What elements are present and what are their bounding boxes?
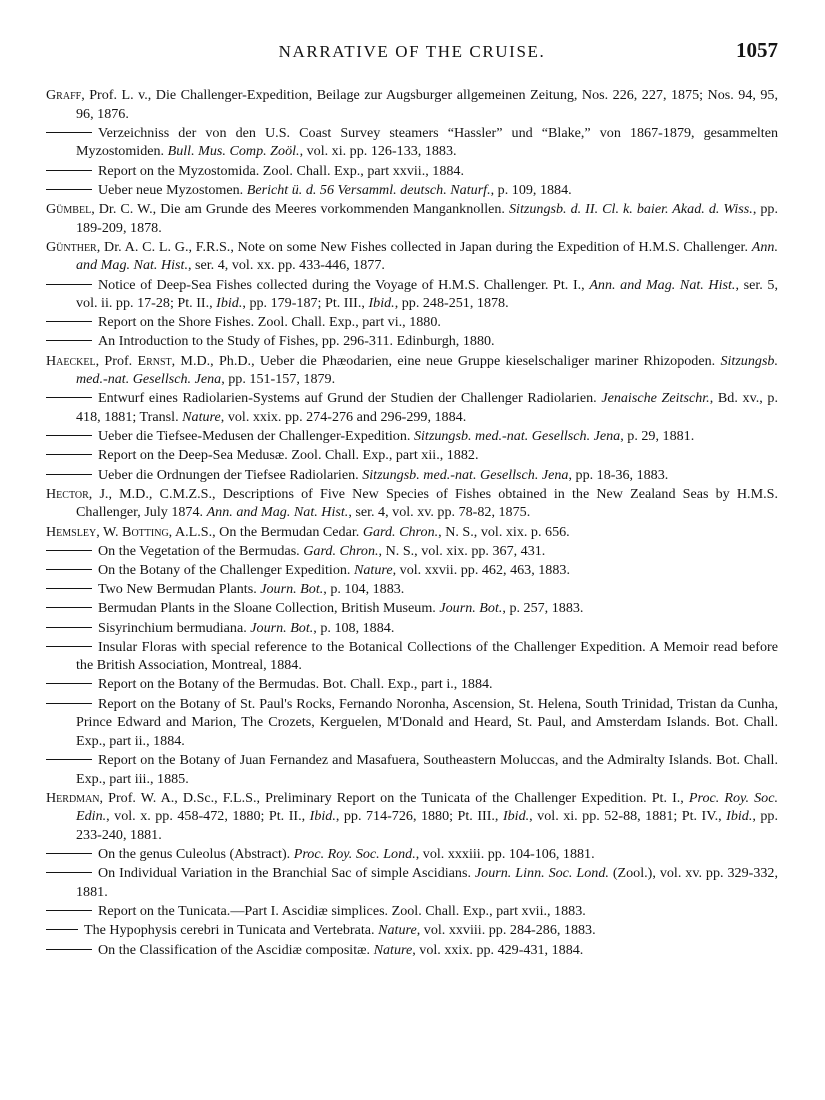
ditto-dash xyxy=(46,132,92,133)
entry-tail: , vol. xxviii. pp. 284-286, 1883. xyxy=(416,922,596,939)
ditto-dash xyxy=(46,759,92,760)
bibliography-entry xyxy=(46,523,778,542)
entry-tail: , pp. 151-157, 1879. xyxy=(221,371,336,388)
entry-text: On the Botany of the Challenger Expedition. xyxy=(98,561,354,578)
ditto-dash xyxy=(46,454,92,455)
entry-text: Sisyrinchium bermudiana. xyxy=(98,619,251,636)
author-forename: Ernst xyxy=(137,352,172,369)
bibliography-entry xyxy=(46,238,778,275)
entry-text: , Prof. L. v., Die Challenger-Expedition, Beilage zur Augsburger allgemeinen Zeitung, Nos. 226, 227, 1875; Nos. 94, 95, 96, 1876. xyxy=(76,87,778,122)
entry-tail: , p. 108, 1884. xyxy=(313,619,395,636)
bibliography-entry xyxy=(46,864,778,901)
entry-text: Report on the Botany of Juan Fernandez and Masafuera, Southeastern Moluccas, and the Admiralty Islands. Bot. Chall. Exp., part iii., 1885. xyxy=(76,752,778,787)
bibliography-entry xyxy=(46,313,778,332)
bibliography-entry xyxy=(46,619,778,638)
ditto-dash xyxy=(46,853,92,854)
bibliography-entry xyxy=(46,921,778,940)
bibliography-entry xyxy=(46,941,778,960)
bibliography-entry xyxy=(46,542,778,561)
entry-text: , Dr. C. W., Die am Grunde des Meeres vorkommenden Manganknollen. xyxy=(91,200,509,217)
entry-tail: , pp. 18-36, 1883. xyxy=(568,466,669,483)
entry-text: Report on the Myzostomida. Zool. Chall. Exp., part xxvii., 1884. xyxy=(98,162,465,179)
entry-tail: , Bd. xv., p. 418, 1881; Transl. xyxy=(76,390,778,426)
author-name: Haeckel xyxy=(46,352,96,369)
entry-text: , W. xyxy=(96,523,123,540)
entry-tail: , ser. 4, vol. xv. pp. 78-82, 1875. xyxy=(348,504,531,521)
entry-text: , Prof. xyxy=(95,352,138,369)
journal-title: Jenaische Zeitschr. xyxy=(601,390,710,407)
ditto-dash xyxy=(46,910,92,911)
bibliography-entry xyxy=(46,845,778,864)
entry-text: Bermudan Plants in the Sloane Collection, British Museum. xyxy=(98,600,440,617)
entry-text: Entwurf eines Radiolarien-Systems auf Grund der Studien der Challenger Radiolarien. xyxy=(98,390,602,407)
journal-title: Proc. Roy. Soc. Lond. xyxy=(293,846,416,863)
entry-text: Ueber neue Myzostomen. xyxy=(98,181,247,198)
bibliography-entry xyxy=(46,162,778,181)
journal-title: Journ. Linn. Soc. Lond. xyxy=(474,865,609,882)
author-name: Hemsley xyxy=(46,523,97,540)
bibliography-entry xyxy=(46,789,778,845)
entry-tail: , p. 257, 1883. xyxy=(502,600,584,617)
ibid-reference: Ibid. xyxy=(726,808,753,825)
entry-text: Report on the Botany of St. Paul's Rocks, Fernando Noronha, Ascension, St. Helena, South Trinidad, Tristan da Cunha, Prince Edward and Marion, The Crozets, Kerguelen, M'Donald and Heard, St. Paul, and Amsterdam Islands. Bot. Chall. Exp., part ii., 1884. xyxy=(76,695,778,749)
ditto-dash xyxy=(46,189,92,190)
ditto-dash xyxy=(46,949,92,950)
bibliography-entry xyxy=(46,389,778,426)
author-name: Günther xyxy=(46,238,97,255)
entry-tail: , ser. 4, vol. xx. pp. 433-446, 1877. xyxy=(187,257,385,274)
bibliography-entry xyxy=(46,751,778,788)
bibliography-entry xyxy=(46,352,778,389)
ibid-reference: Ibid. xyxy=(309,808,336,825)
entry-tail: , vol. xi. pp. 52-88, 1881; Pt. IV., xyxy=(529,808,727,825)
entry-text: On the Classification of the Ascidiæ compositæ. xyxy=(98,941,374,958)
bibliography-entry xyxy=(46,466,778,485)
entry-tail: , vol. xxxiii. pp. 104-106, 1881. xyxy=(415,846,595,863)
entry-text: , Prof. W. A., D.Sc., F.L.S., Preliminary Report on the Tunicata of the Challenger Expedition. Pt. I., xyxy=(99,789,689,806)
bibliography-entry xyxy=(46,200,778,237)
journal-title: Nature xyxy=(353,561,393,578)
bibliography-entry xyxy=(46,638,778,675)
ditto-dash xyxy=(46,397,92,398)
journal-title: Ann. and Mag. Nat. Hist. xyxy=(589,276,736,293)
ditto-dash xyxy=(46,321,92,322)
bibliography-entry xyxy=(46,485,778,522)
entry-text: , Dr. A. C. L. G., F.R.S., Note on some New Fishes collected in Japan during the Expedition of H.M.S. Challenger. xyxy=(96,238,752,255)
bibliography-entry xyxy=(46,86,778,123)
bibliography-entry xyxy=(46,332,778,351)
ditto-dash xyxy=(46,683,92,684)
entry-text: Ueber die Tiefsee-Medusen der Challenger-Expedition. xyxy=(98,428,414,445)
bibliography-entry xyxy=(46,446,778,465)
page-number: 1057 xyxy=(736,38,778,62)
entry-text: Report on the Tunicata.—Part I. Ascidiæ simplices. Zool. Chall. Exp., part xvii., 1883. xyxy=(98,903,586,920)
journal-title: Journ. Bot. xyxy=(439,600,503,617)
entry-tail: , vol. xxix. pp. 429-431, 1884. xyxy=(412,941,584,958)
ibid-reference: Ibid. xyxy=(216,295,243,312)
author-name: Gümbel xyxy=(46,200,92,217)
entry-tail: , pp. 179-187; Pt. III., xyxy=(242,295,369,312)
bibliography-entry xyxy=(46,695,778,751)
entry-tail: , vol. x. pp. 458-472, 1880; Pt. II., xyxy=(106,808,310,825)
journal-title: Proc. Roy. Soc. Edin. xyxy=(76,789,778,825)
entry-tail: , p. 104, 1883. xyxy=(323,581,405,598)
entry-text: Ueber die Ordnungen der Tiefsee Radiolarien. xyxy=(98,466,363,483)
ditto-dash xyxy=(46,474,92,475)
ibid-reference: Ibid. xyxy=(368,295,395,312)
bibliography-entry xyxy=(46,181,778,200)
entry-text: Verzeichniss der von den U.S. Coast Survey steamers “Hassler” und “Blake,” von 1867-1879, gesammelten Myzostomiden. xyxy=(76,124,778,160)
bibliography-entry xyxy=(46,675,778,694)
entry-tail: , ser. 5, vol. ii. pp. 17-28; Pt. II., xyxy=(76,276,778,312)
entry-text: Report on the Botany of the Bermudas. Bot. Chall. Exp., part i., 1884. xyxy=(98,676,493,693)
entry-tail: , N. S., vol. xix. pp. 367, 431. xyxy=(378,542,546,559)
ditto-dash xyxy=(46,284,92,285)
journal-title: Ann. and Mag. Nat. Hist. xyxy=(206,504,349,521)
running-title: NARRATIVE OF THE CRUISE. xyxy=(278,42,546,61)
ditto-dash xyxy=(46,340,92,341)
ditto-dash xyxy=(46,170,92,171)
entry-text: Report on the Deep-Sea Medusæ. Zool. Chall. Exp., part xii., 1882. xyxy=(98,447,479,464)
entry-text: , A.L.S., On the Bermudan Cedar. xyxy=(168,523,363,540)
journal-title: Sitzungsb. med.-nat. Gesellsch. Jena xyxy=(362,466,569,483)
ditto-dash xyxy=(46,627,92,628)
entry-tail: , pp. 189-209, 1878. xyxy=(76,200,778,236)
journal-title: Gard. Chron. xyxy=(303,542,379,559)
entry-tail: , vol. xi. pp. 126-133, 1883. xyxy=(299,143,457,160)
bibliography-entry xyxy=(46,580,778,599)
entry-tail: , p. 109, 1884. xyxy=(490,181,572,198)
entry-text: Notice of Deep-Sea Fishes collected during the Voyage of H.M.S. Challenger. Pt. I., xyxy=(98,276,590,293)
ibid-reference: Ibid. xyxy=(502,808,530,825)
author-name: Graff xyxy=(46,87,82,103)
journal-title: Sitzungsb. med.-nat. Gesellsch. Jena xyxy=(413,428,621,445)
journal-title: Nature xyxy=(378,922,417,939)
entry-text: The Hypophysis cerebri in Tunicata and Vertebrata. xyxy=(84,922,379,939)
journal-title: Gard. Chron. xyxy=(362,523,439,540)
entry-tail: , pp. 714-726, 1880; Pt. III., xyxy=(335,808,503,825)
entry-text: On the Vegetation of the Bermudas. xyxy=(98,542,304,559)
entry-text: Two New Bermudan Plants. xyxy=(98,581,261,598)
page-header xyxy=(46,36,778,66)
entry-tail: , N. S., vol. xix. p. 656. xyxy=(438,523,570,540)
ditto-dash xyxy=(46,435,92,436)
bibliography-entry xyxy=(46,902,778,921)
entry-tail: , vol. xxvii. pp. 462, 463, 1883. xyxy=(392,561,570,578)
journal-title: Sitzungsb. med.-nat. Gesellsch. Jena xyxy=(76,352,778,388)
bibliography-entry xyxy=(46,599,778,618)
entry-tail: , pp. 248-251, 1878. xyxy=(394,295,509,312)
ditto-dash xyxy=(46,872,92,873)
entry-text: On the genus Culeolus (Abstract). xyxy=(98,846,294,863)
bibliography-entry xyxy=(46,427,778,446)
journal-title: Ann. and Mag. Nat. Hist. xyxy=(76,238,778,274)
ditto-dash xyxy=(46,588,92,589)
journal-title: Bull. Mus. Comp. Zoöl. xyxy=(167,143,300,160)
author-forename: Botting xyxy=(122,523,169,540)
bibliography-entry xyxy=(46,124,778,161)
ditto-dash xyxy=(46,569,92,570)
entry-tail: , p. 29, 1881. xyxy=(620,428,695,445)
journal-title: Nature xyxy=(373,941,413,958)
journal-title: Nature xyxy=(182,409,221,426)
entry-text: An Introduction to the Study of Fishes, pp. 296-311. Edinburgh, 1880. xyxy=(98,333,495,350)
entry-tail: (Zool.), vol. xv. pp. 329-332, 1881. xyxy=(76,865,778,900)
journal-title: Journ. Bot. xyxy=(260,581,324,598)
entry-tail: , vol. xxix. pp. 274-276 and 296-299, 1884. xyxy=(220,409,467,426)
author-name: Herdman xyxy=(46,789,100,806)
bibliography-entry xyxy=(46,561,778,580)
bibliography-list xyxy=(46,86,778,960)
entry-text: Insular Floras with special reference to the Botanical Collections of the Challenger Expedition. A Memoir read before the British Association, Montreal, 1884. xyxy=(76,638,778,674)
bibliography-entry xyxy=(46,276,778,313)
ditto-dash xyxy=(46,607,92,608)
journal-title: Journ. Bot. xyxy=(250,619,314,636)
entry-text: , M.D., Ph.D., Ueber die Phæodarien, eine neue Gruppe kieselschaliger mariner Rhizopoden. xyxy=(171,352,721,369)
entry-text: Report on the Shore Fishes. Zool. Chall. Exp., part vi., 1880. xyxy=(98,314,441,331)
ditto-dash xyxy=(46,703,92,704)
journal-title: Bericht ü. d. 56 Versamml. deutsch. Naturf. xyxy=(246,181,491,198)
ditto-dash xyxy=(46,550,92,551)
ditto-dash xyxy=(46,646,92,647)
entry-text: On Individual Variation in the Branchial Sac of simple Ascidians. xyxy=(98,865,475,882)
entry-tail: , pp. 233-240, 1881. xyxy=(76,808,778,843)
ditto-dash xyxy=(46,929,78,930)
author-name: Hector xyxy=(46,485,89,502)
journal-title: Sitzungsb. d. II. Cl. k. baier. Akad. d. Wiss. xyxy=(508,200,753,217)
entry-text: , J., M.D., C.M.Z.S., Descriptions of Five New Species of Fishes obtained in the New Zealand Seas by H.M.S. Challenger, July 1874. xyxy=(76,485,778,521)
